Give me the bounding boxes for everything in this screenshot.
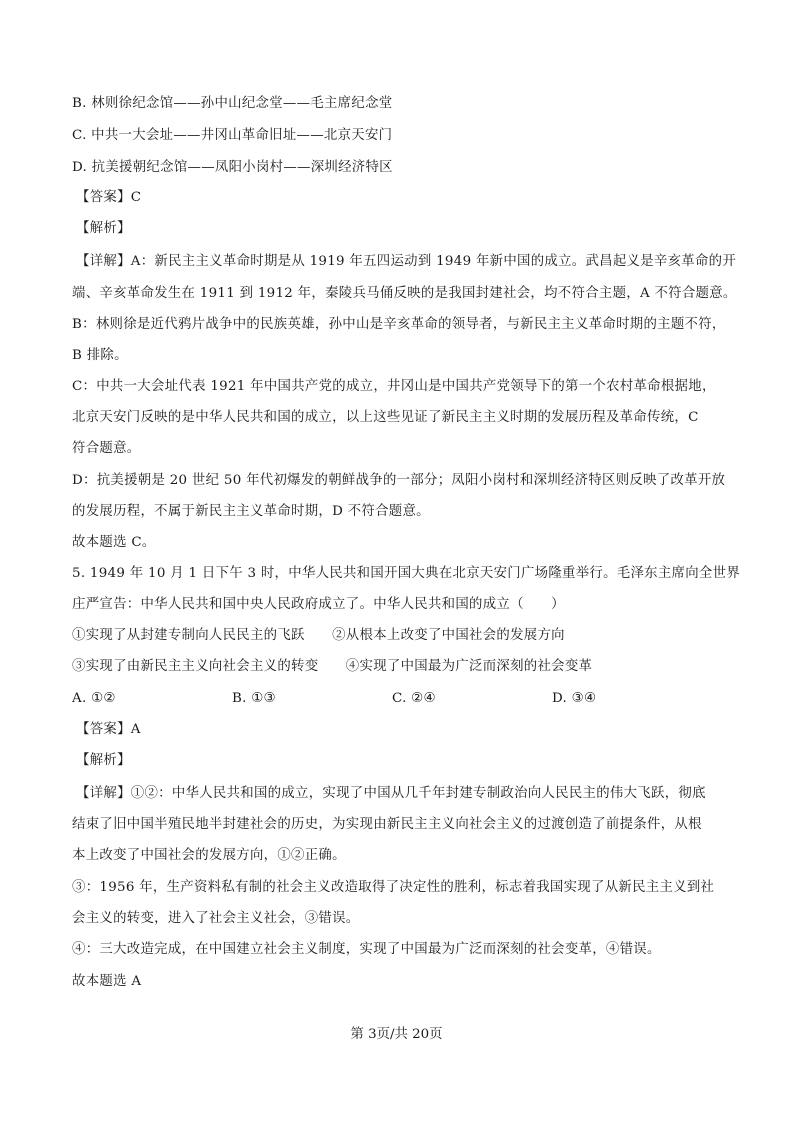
question-5-stem: 5. 1949 年 10 月 1 日下午 3 时，中华人民共和国开国大典在北京天安门广场隆重举行。毛泽东主席向全世界 [72,566,741,581]
explanation-line: 本上改变了中国社会的发展方向，①②正确。 [72,848,346,863]
explanation-line: B：林则徐是近代鸦片战争中的民族英雄，孙中山是辛亥革命的领导者，与新民主主义革命时期的主题不符， [72,317,726,332]
explanation-line: 符合题意。 [72,441,141,456]
option-c: C. ②④ [392,691,436,706]
analysis-label-q5: 【解析】 [76,753,131,768]
explanation-line: 结束了旧中国半殖民地半封建社会的历史，为实现由新民主主义向社会主义的过渡创造了前提条件，从根 [72,817,702,832]
conclusion-q4: 故本题选 C。 [72,535,156,550]
option-c-line: C. 中共一大会址——井冈山革命旧址——北京天安门 [72,128,393,143]
explanation-line: C：中共一大会址代表 1921 年中国共产党的成立，井冈山是中国共产党领导下的第一个农村革命根据地， [72,379,716,394]
option-a: A. ①② [72,691,116,706]
explanation-line: 【详解】A：新民主主义革命时期是从 1919 年五四运动到 1949 年新中国的成立。武昌起义是辛亥革命的开 [76,254,737,269]
explanation-line: 北京天安门反映的是中华人民共和国的成立，以上这些见证了新民主主义时期的发展历程及革命传统，C [72,410,699,425]
explanation-line: B 排除。 [72,348,128,363]
option-d-line: D. 抗美援朝纪念馆——凤阳小岗村——深圳经济特区 [72,160,393,175]
question-5-stem: 庄严宣告：中华人民共和国中央人民政府成立了。中华人民共和国的成立（ ） [72,597,565,612]
explanation-line: D：抗美援朝是 20 世纪 50 年代初爆发的朝鲜战争的一部分；凤阳小岗村和深圳经济特区则反映了改革开放 [72,473,726,488]
option-d: D. ③④ [552,691,597,706]
explanation-line: ④：三大改造完成，在中国建立社会主义制度，实现了中国最为广泛而深刻的社会变革，④错误。 [72,942,661,957]
explanation-line: ③：1956 年，生产资料私有制的社会主义改造取得了决定性的胜利，标志着我国实现了从新民主主义到社 [72,880,715,895]
statement-line: ①实现了从封建专制向人民民主的飞跃 ②从根本上改变了中国社会的发展方向 [72,628,565,643]
answer-label-q5: 【答案】A [76,722,141,737]
answer-options-row [72,690,712,708]
explanation-line: 端、辛亥革命发生在 1911 到 1912 年，秦陵兵马俑反映的是我国封建社会，均不符合主题，A 不符合题意。 [72,286,737,301]
answer-label-q4: 【答案】C [76,190,142,205]
option-b: B. ①③ [232,691,276,706]
option-b-line: B. 林则徐纪念馆——孙中山纪念堂——毛主席纪念堂 [72,96,393,111]
analysis-label-q4: 【解析】 [76,221,131,236]
explanation-line: 【详解】①②：中华人民共和国的成立，实现了中国从几千年封建专制政治向人民民主的伟大飞跃，彻底 [76,786,706,801]
explanation-line: 的发展历程，不属于新民主主义革命时期，D 不符合题意。 [72,504,430,519]
page-number-footer: 第 3页/共 20页 [350,1027,443,1042]
explanation-line: 会主义的转变，进入了社会主义社会，③错误。 [72,911,360,926]
statement-line: ③实现了由新民主主义向社会主义的转变 ④实现了中国最为广泛而深刻的社会变革 [72,659,593,674]
conclusion-q5: 故本题选 A [72,974,142,989]
